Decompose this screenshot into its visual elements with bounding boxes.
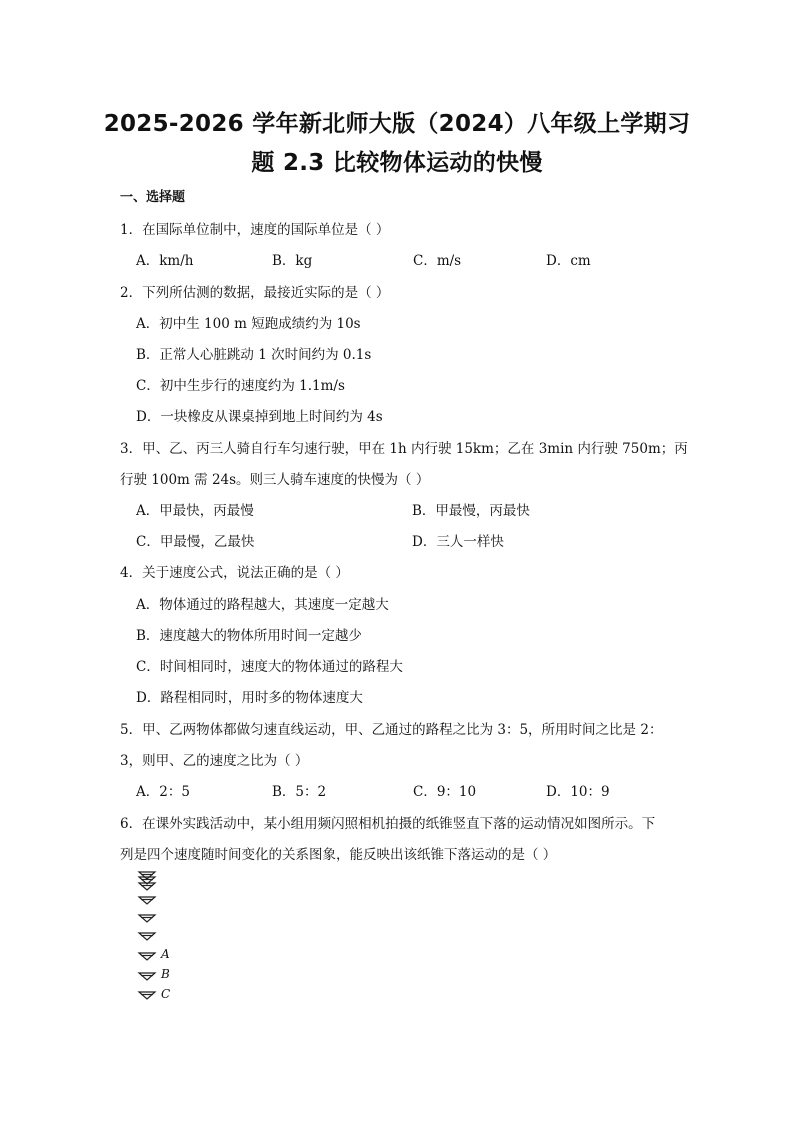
q5-option-c: C．9：10 bbox=[413, 784, 477, 800]
q4-option-b: B．速度越大的物体所用时间一定越少 bbox=[136, 628, 362, 644]
q1-option-a: A．km/h bbox=[136, 253, 194, 269]
q5-option-a: A．2：5 bbox=[136, 784, 190, 800]
title-line-1: 2025-2026 学年新北师大版（2024）八年级上学期习 bbox=[103, 111, 691, 137]
paper-cone-image bbox=[139, 897, 155, 904]
q4-option-a: A．物体通过的路程越大，其速度一定越大 bbox=[136, 597, 389, 613]
paper-cone-image bbox=[139, 915, 155, 922]
q4-option-c: C．时间相同时，速度大的物体通过的路程大 bbox=[136, 659, 403, 675]
paper-cone-image bbox=[139, 973, 155, 980]
q3-option-d: D．三人一样快 bbox=[412, 534, 504, 550]
q6-stem-line-1: 6．在课外实践活动中，某小组用频闪照相机拍摄的纸锥竖直下落的运动情况如图所示。下 bbox=[120, 816, 656, 832]
q3-option-c: C．甲最慢，乙最快 bbox=[136, 534, 255, 550]
q1-stem: 1．在国际单位制中，速度的国际单位是（ ） bbox=[120, 222, 390, 238]
q5-option-d: D．10：9 bbox=[546, 784, 610, 800]
q2-option-b: B．正常人心脏跳动 1 次时间约为 0.1s bbox=[136, 347, 372, 363]
q3-option-a: A．甲最快，丙最慢 bbox=[136, 503, 254, 519]
figure-label-a: A bbox=[161, 947, 170, 961]
paper-cone-image bbox=[139, 933, 155, 940]
q1-option-b: B．kg bbox=[272, 253, 313, 269]
paper-cone-image bbox=[139, 872, 155, 879]
q1-option-d: D．cm bbox=[546, 253, 591, 269]
q3-option-b: B．甲最慢，丙最快 bbox=[412, 503, 530, 519]
q5-option-b: B．5：2 bbox=[272, 784, 327, 800]
q3-stem-line-2: 行驶 100m 需 24s。则三人骑车速度的快慢为（ ） bbox=[120, 472, 430, 488]
q5-stem-line-2: 3，则甲、乙的速度之比为（ ） bbox=[120, 753, 309, 769]
q1-option-c: C．m/s bbox=[413, 253, 462, 269]
title-line-2: 题 2.3 比较物体运动的快慢 bbox=[251, 150, 543, 176]
figure-label-b: B bbox=[161, 967, 170, 981]
section-heading: 一、选择题 bbox=[120, 190, 186, 205]
q2-option-d: D．一块橡皮从课桌掉到地上时间约为 4s bbox=[136, 409, 383, 425]
q5-stem-line-1: 5．甲、乙两物体都做匀速直线运动，甲、乙通过的路程之比为 3：5，所用时间之比是 2： bbox=[120, 722, 663, 738]
q2-option-a: A．初中生 100 m 短跑成绩约为 10s bbox=[136, 316, 361, 332]
q6-stem-line-2: 列是四个速度随时间变化的关系图象，能反映出该纸锥下落运动的是（ ） bbox=[120, 847, 557, 863]
paper-cone-image bbox=[139, 992, 155, 999]
q2-option-c: C．初中生步行的速度约为 1.1m/s bbox=[136, 378, 345, 394]
figure-label-c: C bbox=[161, 987, 171, 1001]
q4-option-d: D．路程相同时，用时多的物体速度大 bbox=[136, 690, 363, 706]
q3-stem-line-1: 3．甲、乙、丙三人骑自行车匀速行驶，甲在 1h 内行驶 15km；乙在 3min 内行驶 750m；丙 bbox=[120, 441, 688, 457]
paper-cone-image bbox=[139, 953, 155, 960]
q4-stem: 4．关于速度公式，说法正确的是（ ） bbox=[120, 565, 349, 581]
q2-stem: 2．下列所估测的数据，最接近实际的是（ ） bbox=[120, 285, 390, 301]
